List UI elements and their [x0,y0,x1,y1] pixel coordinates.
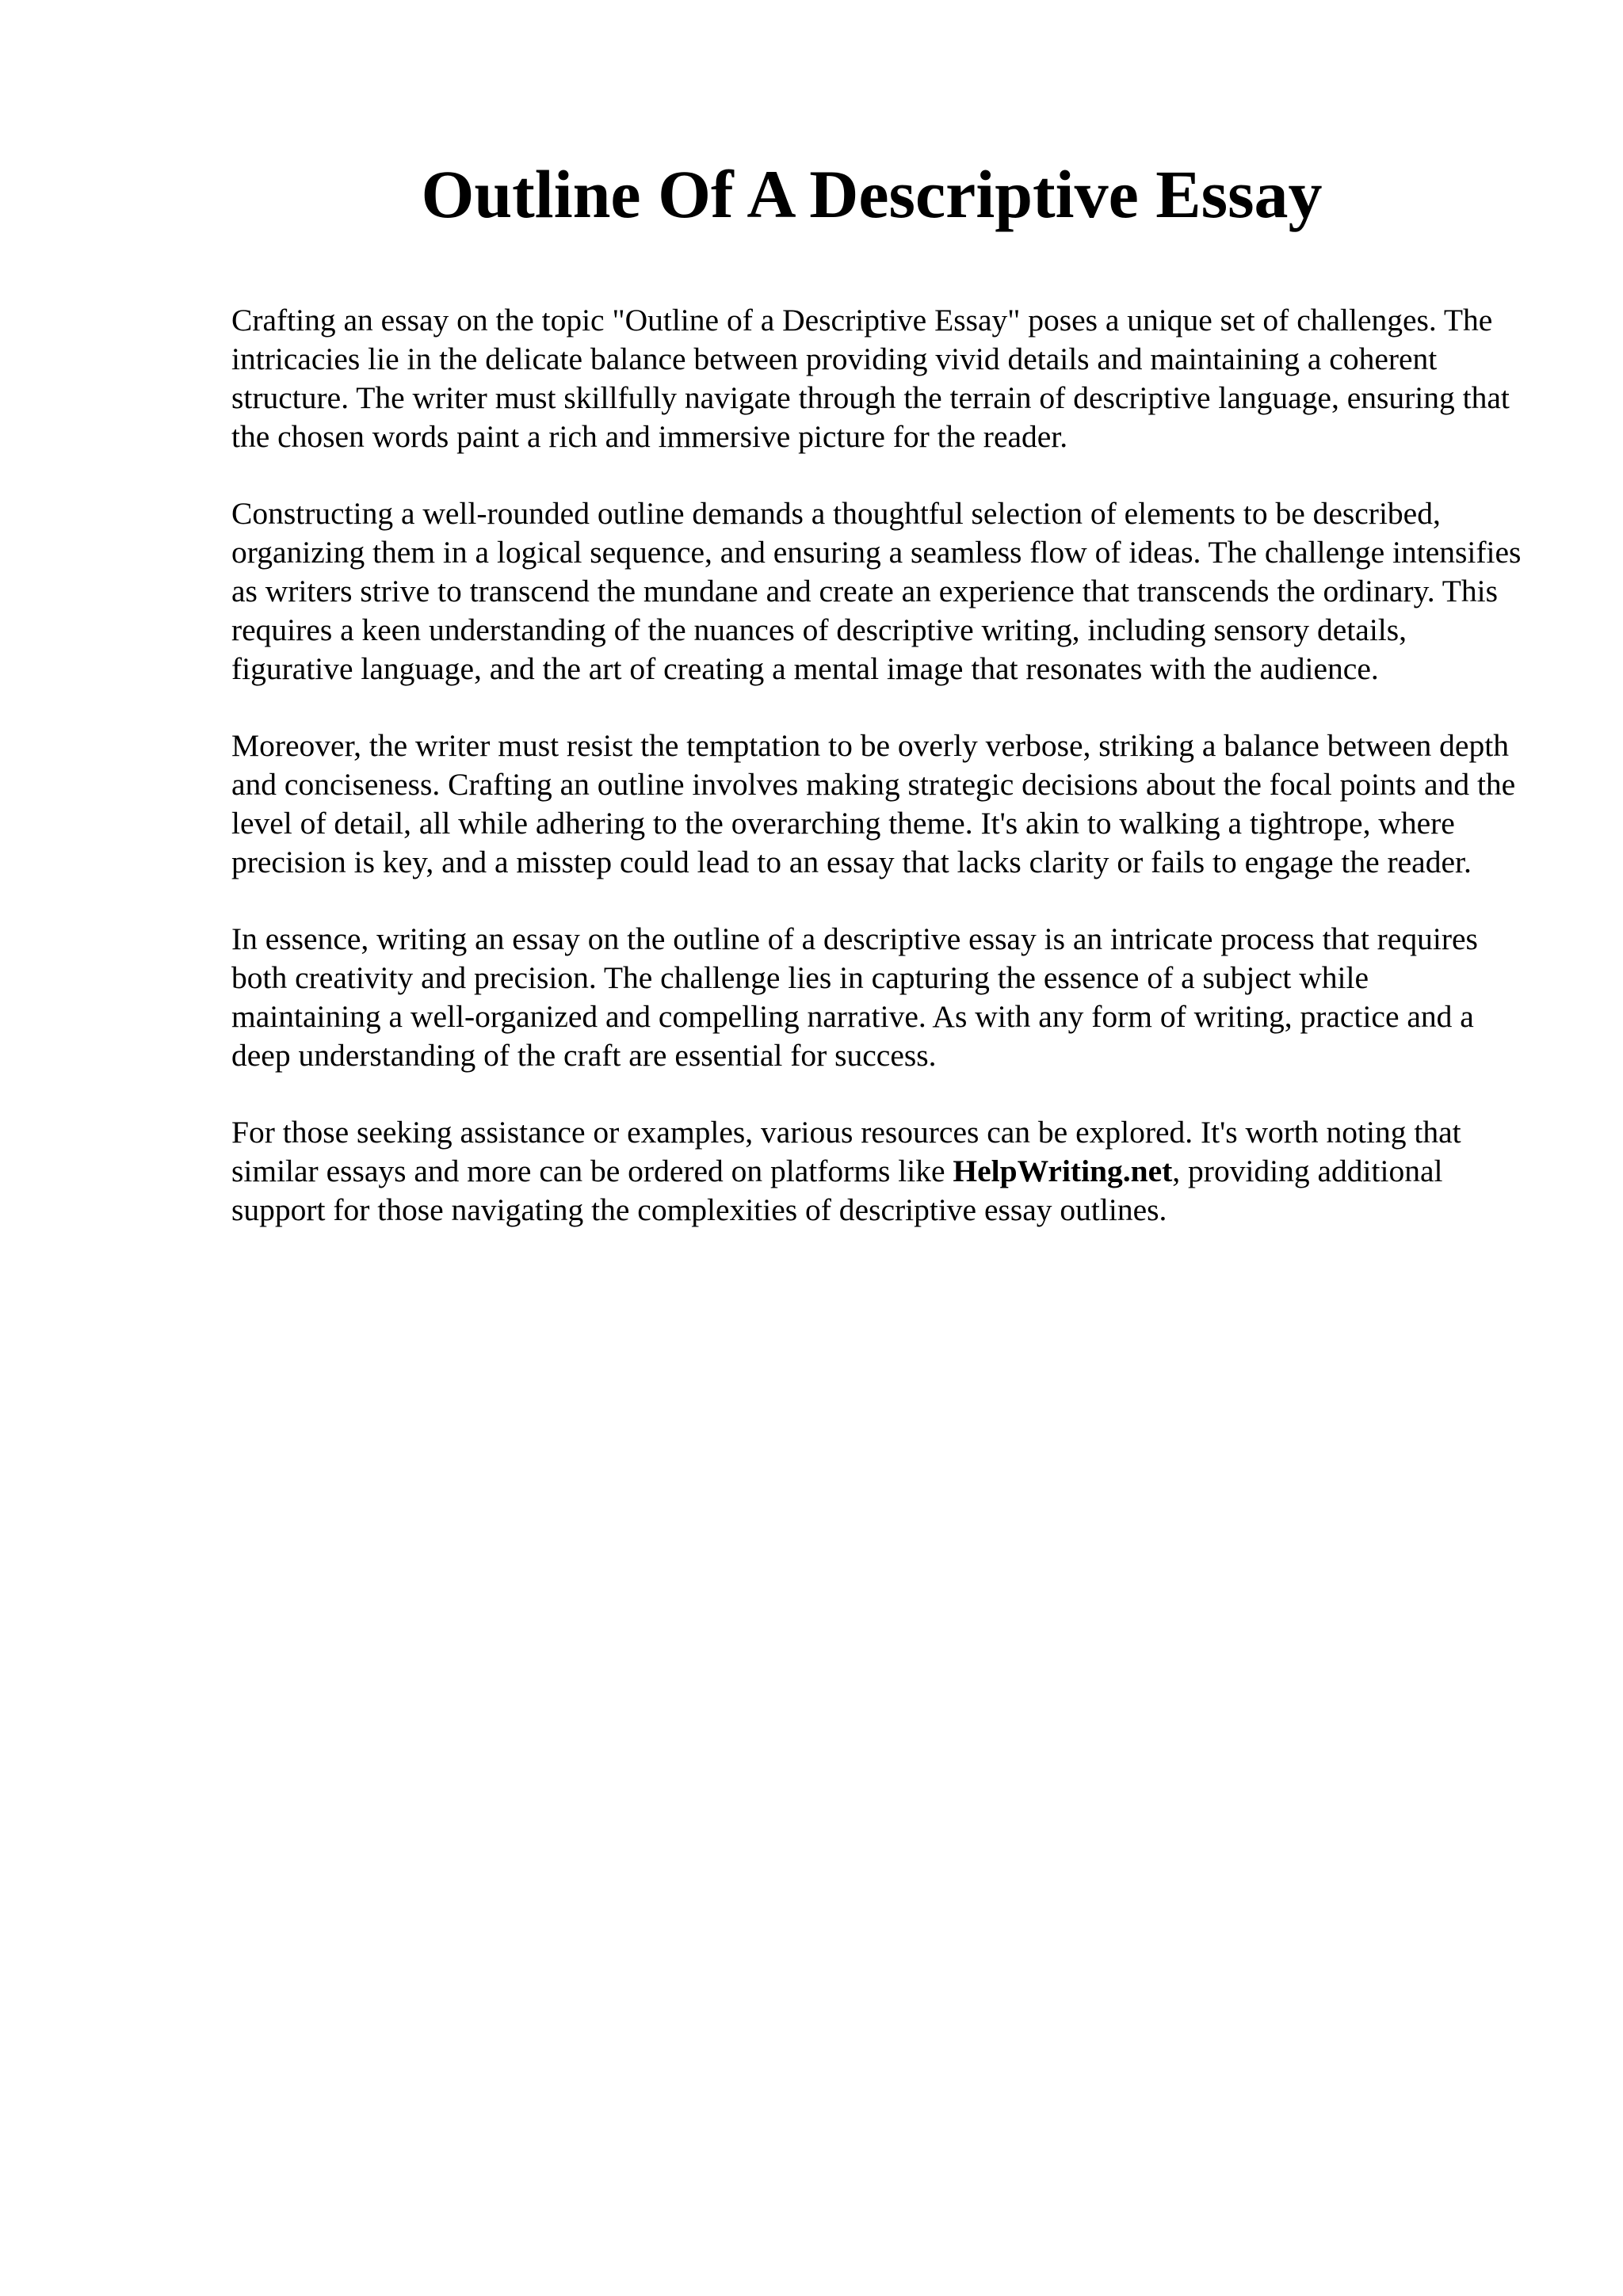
closing-text-after: , providing additional support for those navigating the complexities of descriptive essay outlines. [231,1154,1443,1227]
paragraph-outline: Constructing a well-rounded outline demands a thoughtful selection of elements to be described, organizing them in a logical sequence, and ensuring a seamless flow of ideas. The challenge intensifies as writers strive to transcend the mundane and create an experience that transcends the ordinary. This requires a keen understanding of the nuances of descriptive writing, including sensory details, figurative language, and the art of creating a mental image that resonates with the audience. [231,496,1522,686]
paragraph-essence: In essence, writing an essay on the outline of a descriptive essay is an intricate process that requires both creativity and precision. The challenge lies in capturing the essence of a subject while maintaining a well-organized and compelling narrative. As with any form of writing, practice and a deep understanding of the craft are essential for success. [231,921,1478,1073]
paragraph-intro: Crafting an essay on the topic "Outline of a Descriptive Essay" poses a unique set of challenges. The intricacies lie in the delicate balance between providing vivid details and maintaining a coherent structure. The writer must skillfully navigate through the terrain of descriptive language, ensuring that the chosen words paint a rich and immersive picture for the reader. [231,303,1510,454]
brand-link[interactable]: HelpWriting.net [953,1154,1173,1188]
closing-text-before: For those seeking assistance or examples, various resources can be explored. It's worth noting that similar essays and more can be ordered on platforms like [231,1115,1461,1188]
document-body [231,301,1523,1268]
document-title: Outline Of A Descriptive Essay [421,156,1323,232]
paragraph-closing [231,1113,1523,1230]
paragraph-balance: Moreover, the writer must resist the temptation to be overly verbose, striking a balance between depth and conciseness. Crafting an outline involves making strategic decisions about the focal points and the level of detail, all while adhering to the overarching theme. It's akin to walking a tightrope, where precision is key, and a misstep could lead to an essay that lacks clarity or fails to engage the reader. [231,728,1516,879]
